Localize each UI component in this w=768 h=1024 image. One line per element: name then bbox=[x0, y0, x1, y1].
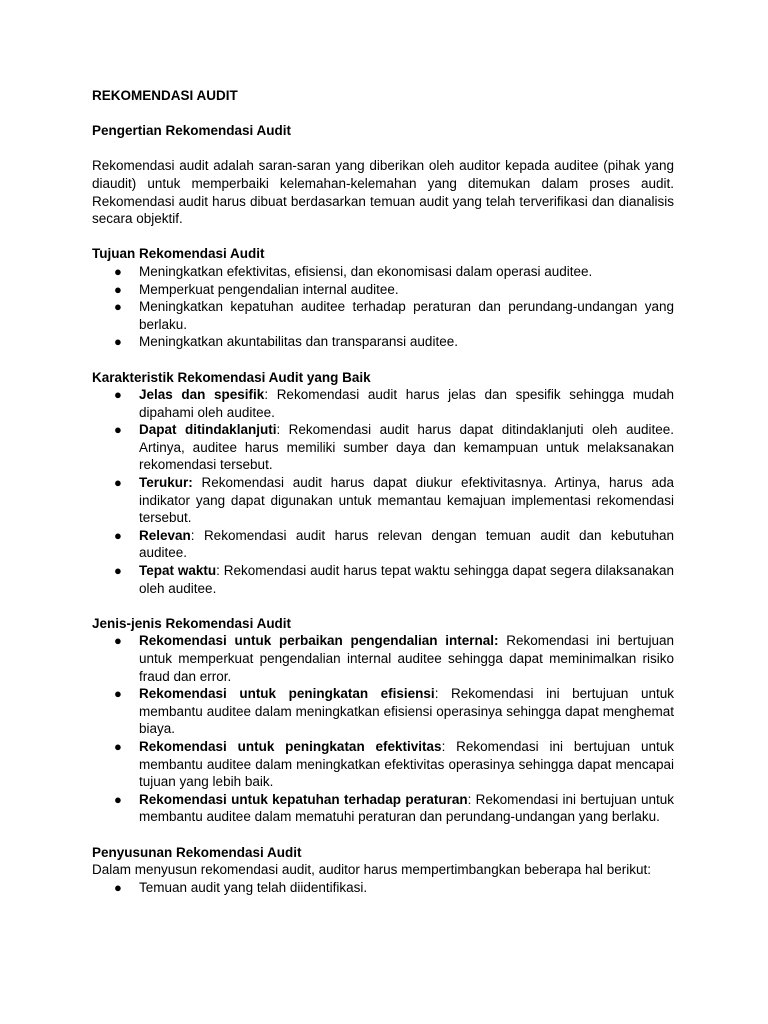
paragraph-pengertian: Rekomendasi audit adalah saran-saran yang diberikan oleh auditor kepada auditee (pihak yang diaudit) untuk memperbaiki kelemahan-kelemahan yang ditemukan dalam proses audit. Rekomendasi audit harus dibuat berdasarkan temuan audit yang telah terverifikasi dan dianalisis secara objektif. bbox=[92, 158, 674, 227]
term-label: Jelas dan spesifik bbox=[139, 387, 265, 403]
term-label: Rekomendasi untuk peningkatan efisiensi bbox=[139, 686, 435, 702]
bullet-icon: ● bbox=[114, 263, 122, 279]
bullet-icon: ● bbox=[114, 475, 122, 491]
list-item: ● Dapat ditindaklanjuti: Rekomendasi audit harus dapat ditindaklanjuti oleh auditee. Artinya, auditee harus memiliki sumber daya dan kemampuan untuk melaksanakan rekomendasi tersebut. bbox=[114, 422, 674, 473]
spacer bbox=[92, 140, 674, 158]
list-item: ● Memperkuat pengendalian internal auditee. bbox=[114, 281, 399, 297]
list-karakteristik bbox=[92, 386, 674, 597]
list-item: ● Jelas dan spesifik: Rekomendasi audit harus jelas dan spesifik sehingga mudah dipahami oleh auditee. bbox=[114, 387, 674, 420]
list-item: ● Rekomendasi untuk kepatuhan terhadap peraturan: Rekomendasi ini bertujuan untuk membantu auditee dalam mematuhi peraturan dan perundang-undangan yang berlaku. bbox=[114, 791, 674, 825]
bullet-icon: ● bbox=[114, 299, 122, 315]
term-label: Dapat ditindaklanjuti bbox=[139, 422, 277, 438]
list-item: ● Terukur: Rekomendasi audit harus dapat diukur efektivitasnya. Artinya, harus ada indikator yang dapat digunakan untuk memantau kemajuan implementasi rekomendasi tersebut. bbox=[114, 475, 674, 526]
list-penyusunan bbox=[92, 879, 674, 897]
heading-jenis: Jenis-jenis Rekomendasi Audit bbox=[92, 615, 292, 631]
bullet-icon: ● bbox=[114, 334, 122, 350]
list-item: ● Meningkatkan kepatuhan auditee terhadap peraturan dan perundang-undangan yang berlaku. bbox=[114, 299, 674, 332]
term-label: Relevan bbox=[139, 527, 191, 543]
bullet-icon: ● bbox=[114, 686, 122, 702]
term-label: Rekomendasi untuk perbaikan pengendalian internal: bbox=[139, 633, 499, 649]
heading-pengertian: Pengertian Rekomendasi Audit bbox=[92, 123, 292, 139]
heading-tujuan: Tujuan Rekomendasi Audit bbox=[92, 246, 265, 262]
bullet-icon: ● bbox=[114, 422, 122, 438]
list-item: ● Rekomendasi untuk peningkatan efisiensi: Rekomendasi ini bertujuan untuk membantu auditee dalam meningkatkan efisiensi operasinya sehingga dapat menghemat biaya. bbox=[114, 686, 674, 737]
paragraph-penyusunan: Dalam menyusun rekomendasi audit, auditor harus mempertimbangkan beberapa hal berikut: bbox=[92, 862, 652, 878]
bullet-icon: ● bbox=[114, 879, 122, 895]
heading-penyusunan: Penyusunan Rekomendasi Audit bbox=[92, 844, 302, 860]
term-label: Rekomendasi untuk peningkatan efektivitas bbox=[139, 738, 442, 754]
list-item: ● Relevan: Rekomendasi audit harus relevan dengan temuan audit dan kebutuhan auditee. bbox=[114, 527, 674, 561]
spacer bbox=[92, 228, 674, 246]
list-tujuan bbox=[92, 263, 674, 351]
spacer bbox=[92, 826, 674, 844]
bullet-icon: ● bbox=[114, 738, 122, 754]
bullet-icon: ● bbox=[114, 633, 122, 649]
term-label: Terukur: bbox=[139, 475, 193, 491]
list-item: ● Rekomendasi untuk peningkatan efektivitas: Rekomendasi ini bertujuan untuk membantu auditee dalam meningkatkan efektivitas operasinya sehingga dapat mencapai tujuan yang lebih baik. bbox=[114, 738, 674, 790]
spacer bbox=[92, 597, 674, 615]
list-jenis bbox=[92, 632, 674, 826]
bullet-icon: ● bbox=[114, 563, 122, 579]
bullet-icon: ● bbox=[114, 387, 122, 403]
bullet-icon: ● bbox=[114, 527, 122, 543]
term-label: Rekomendasi untuk kepatuhan terhadap peraturan bbox=[139, 791, 468, 807]
list-item: ● Rekomendasi untuk perbaikan pengendalian internal: Rekomendasi ini bertujuan untuk memperkuat pengendalian internal auditee sehingga dapat meminimalkan risiko fraud dan error. bbox=[114, 633, 674, 684]
bullet-icon: ● bbox=[114, 791, 122, 807]
list-item: ● Meningkatkan akuntabilitas dan transparansi auditee. bbox=[114, 334, 458, 350]
heading-karakteristik: Karakteristik Rekomendasi Audit yang Baik bbox=[92, 369, 371, 385]
term-label: Tepat waktu bbox=[139, 563, 217, 579]
list-item: ● Meningkatkan efektivitas, efisiensi, dan ekonomisasi dalam operasi auditee. bbox=[114, 263, 593, 279]
spacer bbox=[92, 351, 674, 369]
bullet-icon: ● bbox=[114, 281, 122, 297]
document-title: REKOMENDASI AUDIT bbox=[92, 88, 238, 103]
list-item: ● Tepat waktu: Rekomendasi audit harus tepat waktu sehingga dapat segera dilaksanakan oleh auditee. bbox=[114, 563, 674, 596]
list-item: ● Temuan audit yang telah diidentifikasi. bbox=[114, 879, 368, 895]
document-content bbox=[92, 87, 674, 896]
